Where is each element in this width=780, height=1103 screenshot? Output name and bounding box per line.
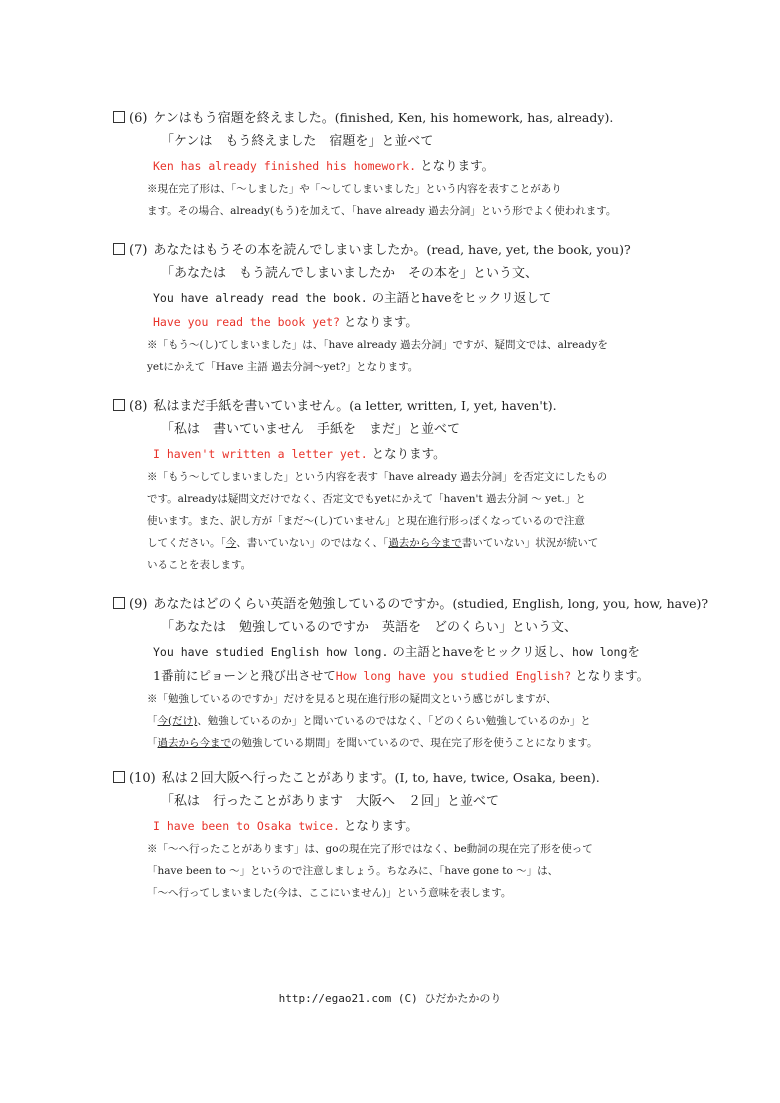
checkbox[interactable]	[113, 243, 125, 255]
note-line: 「～へ行ってしまいました(今は、ここにいません)」という意味を表します。	[147, 887, 512, 899]
question-line	[113, 106, 713, 130]
answer: How long have you studied English?	[335, 669, 572, 683]
underlined-text: 今	[225, 537, 237, 549]
question-line	[113, 592, 713, 616]
order-line: 「あなたは 勉強しているのですか 英語を どのくらい」という文、	[161, 620, 578, 635]
question-text: 私は２回大阪へ行ったことがあります。	[161, 771, 395, 786]
sentence-text: 1番前にピョーンと飛び出させて	[153, 668, 336, 683]
note-line: ※「勉強しているのですか」だけを見ると現在進行形の疑問文という感じがしますが、	[147, 693, 557, 705]
checkbox[interactable]	[113, 771, 125, 783]
question-text: あなたはどのくらい英語を勉強しているのですか。	[153, 597, 453, 612]
note-line: いることを表します。	[147, 559, 252, 571]
question-line	[113, 766, 713, 790]
word-list: (read, have, yet, the book, you)?	[426, 242, 631, 257]
problem-number: (8)	[129, 399, 148, 414]
answer: Ken has already finished his homework.	[153, 159, 417, 173]
note-line: 「今(だけ)、勉強しているのか」と聞いているのではなく、「どのくらい勉強しているのか」と	[147, 715, 591, 727]
problem-number: (9)	[129, 597, 148, 612]
checkbox[interactable]	[113, 597, 125, 609]
problem-6	[113, 106, 713, 222]
sentence-mono: You have already read the book.	[153, 291, 368, 305]
sentence-mono: You have studied English how long.	[153, 645, 389, 659]
sentence-mono: how long	[571, 645, 628, 659]
order-line: 「私は 行ったことがあります 大阪へ ２回」と並べて	[161, 794, 500, 809]
sentence-text: の主語とhaveをヒックリ返して	[371, 290, 552, 305]
note-line: yetにかえて「Have 主語 過去分詞～yet?」となります。	[147, 361, 419, 373]
answer-suffix: となります。	[343, 314, 418, 329]
answer: I have been to Osaka twice.	[153, 819, 340, 833]
problem-number: (10)	[129, 771, 156, 786]
word-list: (I, to, have, twice, Osaka, been).	[394, 770, 600, 785]
underlined-text: 過去から今まで	[157, 737, 231, 749]
answer-suffix: となります。	[420, 158, 495, 173]
question-text: ケンはもう宿題を終えました。	[153, 111, 335, 126]
question-line	[113, 394, 713, 418]
answer: Have you read the book yet?	[153, 315, 340, 329]
order-line: 「あなたは もう読んでしまいましたか その本を」という文、	[161, 266, 539, 281]
problem-7	[113, 238, 713, 378]
word-list: (finished, Ken, his homework, has, already).	[334, 110, 614, 125]
problem-8	[113, 394, 713, 576]
problem-number: (7)	[129, 243, 148, 258]
question-text: あなたはもうその本を読んでしまいましたか。	[153, 243, 427, 258]
answer-suffix: となります。	[575, 668, 650, 683]
question-text: 私はまだ手紙を書いていません。	[153, 399, 350, 414]
note-line: 「過去から今までの勉強している期間」を聞いているので、現在完了形を使うことになります。	[147, 737, 598, 749]
underlined-text: 今(だけ)	[157, 715, 198, 727]
footer-credit: http://egao21.com (C) ひだかたかのり	[278, 992, 502, 1005]
note-line: 使います。また、訳し方が「まだ～(し)ていません」と現在進行形っぽくなっているので注意	[147, 515, 585, 527]
order-line: 「私は 書いていません 手紙を まだ」と並べて	[161, 422, 461, 437]
note-line: してください。「今、書いていない」のではなく、「過去から今まで書いていない」状況が続いて	[147, 537, 599, 549]
note-line: ※「もう～してしまいました」という内容を表す「have already 過去分詞」を否定文にしたもの	[147, 471, 608, 483]
underlined-text: 過去から今まで	[388, 537, 462, 549]
answer-suffix: となります。	[371, 446, 446, 461]
note-line: ※「～へ行ったことがあります」は、goの現在完了形ではなく、be動詞の現在完了形を使って	[147, 843, 593, 855]
note-line: ※現在完了形は、「～しました」や「～してしまいました」という内容を表すことがあり	[147, 183, 562, 195]
problem-number: (6)	[129, 111, 148, 126]
checkbox[interactable]	[113, 111, 125, 123]
word-list: (a letter, written, I, yet, haven't).	[349, 398, 557, 413]
note-line: です。alreadyは疑問文だけでなく、否定文でもyetにかえて「haven't 過去分詞 ～ yet.」と	[147, 493, 586, 505]
checkbox[interactable]	[113, 399, 125, 411]
word-list: (studied, English, long, you, how, have)?	[452, 596, 709, 611]
question-line	[113, 238, 713, 262]
note-line: ます。その場合、already(もう)を加えて、「have already 過去分詞」という形でよく使われます。	[147, 205, 617, 217]
sentence-text: の主語とhaveをヒックリ返し、	[392, 644, 572, 659]
note-line: 「have been to ～」というので注意しましょう。ちなみに、「have gone to ～」は、	[147, 865, 559, 877]
answer-suffix: となります。	[343, 818, 418, 833]
note-line: ※「もう～(し)てしまいました」は、「have already 過去分詞」ですが、疑問文では、alreadyを	[147, 339, 608, 351]
problem-10	[113, 766, 713, 904]
answer: I haven't written a letter yet.	[153, 447, 368, 461]
order-line: 「ケンは もう終えました 宿題を」と並べて	[161, 134, 434, 149]
problem-9: (9) あなたはどのくらい英語を勉強しているのですか。(studied, English, long, you, how, have)? 「あなたは 勉強しているのですか 英語を どのくらい」という文、 You have studied English how long. の主語とhaveをヒックリ返し、how longを 1番前にピョーンと飛び出させてHow long have you studied English? となります。 ※「勉強しているのですか」だけを見ると現在進行形の疑問文という感じがしますが、 「今(だけ)、勉強しているのか」と聞いているのではなく、「どのくらい勉強しているのか」と 「過去から今までの勉強している期間」を聞いているので、現在完了形を使うことになります。	[113, 592, 713, 754]
